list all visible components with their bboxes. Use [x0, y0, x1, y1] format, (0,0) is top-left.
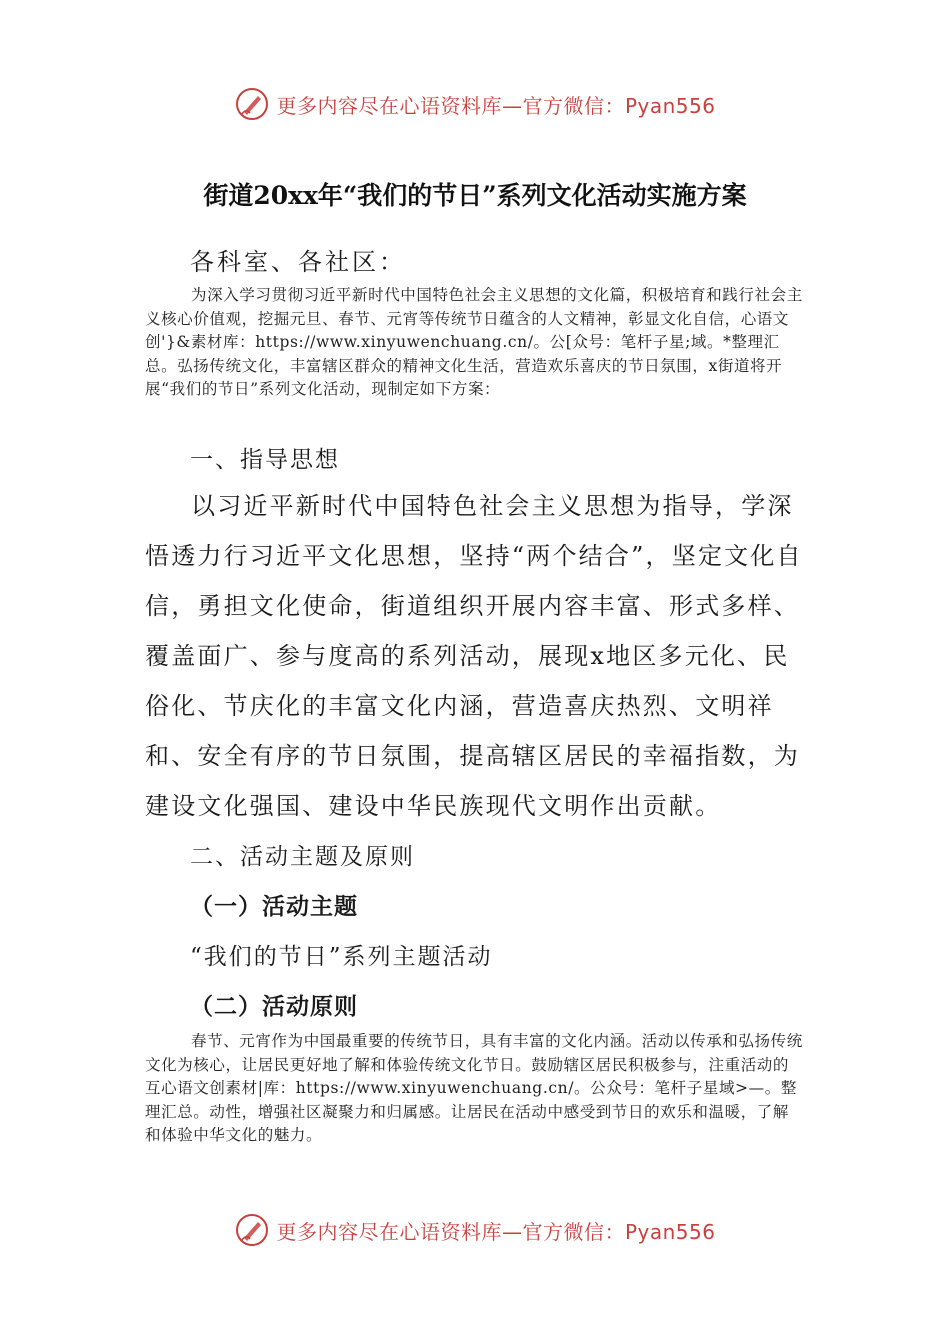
- pen-circle-logo-icon: [234, 86, 270, 122]
- sub2-heading: （二）活动原则: [190, 993, 358, 1020]
- salutation: 各科室、各社区：: [190, 248, 406, 276]
- banner-text: 更多内容尽在心语资料库—官方微信：Pyan556: [276, 1219, 716, 1244]
- footer-banner: [0, 1210, 950, 1250]
- sub1-body: “我们的节日”系列主题活动: [190, 944, 493, 970]
- banner-text: 更多内容尽在心语资料库—官方微信：Pyan556: [276, 93, 716, 118]
- pen-circle-logo-icon: [234, 1212, 270, 1248]
- sub1-heading: （一）活动主题: [190, 893, 358, 920]
- section2-heading: 二、活动主题及原则: [190, 844, 415, 870]
- section1-heading: 一、指导思想: [190, 447, 340, 473]
- header-banner: [0, 84, 950, 124]
- intro-paragraph: 为深入学习贯彻习近平新时代中国特色社会主义思想的文化篇，积极培育和践行社会主义核心价值观，挖掘元旦、春节、元宵等传统节日蕴含的人文精神，彰显文化自信，心语文创'}&素材库：https://www.xinyuwenchuang.cn/。公[众号：笔杆子星;域。*整理汇总。弘扬传统文化，丰富辖区群众的精神文化生活，营造欢乐喜庆的节日氛围，x街道将开展“我们的节日”系列文化活动，现制定如下方案：: [145, 286, 803, 398]
- document-title: 街道20xx年“我们的节日”系列文化活动实施方案: [203, 181, 747, 210]
- section1-body: 以习近平新时代中国特色社会主义思想为指导，学深悟透力行习近平文化思想，坚持“两个结合”，坚定文化自信，勇担文化使命，街道组织开展内容丰富、形式多样、覆盖面广、参与度高的系列活动，展现x地区多元化、民俗化、节庆化的丰富文化内涵，营造喜庆热烈、文明祥和、安全有序的节日氛围，提高辖区居民的幸福指数，为建设文化强国、建设中华民族现代文明作出贡献。: [145, 492, 803, 820]
- sub2-body: 春节、元宵作为中国最重要的传统节日，具有丰富的文化内涵。活动以传承和弘扬传统文化为核心，让居民更好地了解和体验传统文化节日。鼓励辖区居民积极参与，注重活动的互心语文创素材|库：https://www.xinyuwenchuang.cn/。公众号：笔杆子星域>—。整理汇总。动性，增强社区凝聚力和归属感。让居民在活动中感受到节日的欢乐和温暖，了解和体验中华文化的魅力。: [145, 1032, 803, 1144]
